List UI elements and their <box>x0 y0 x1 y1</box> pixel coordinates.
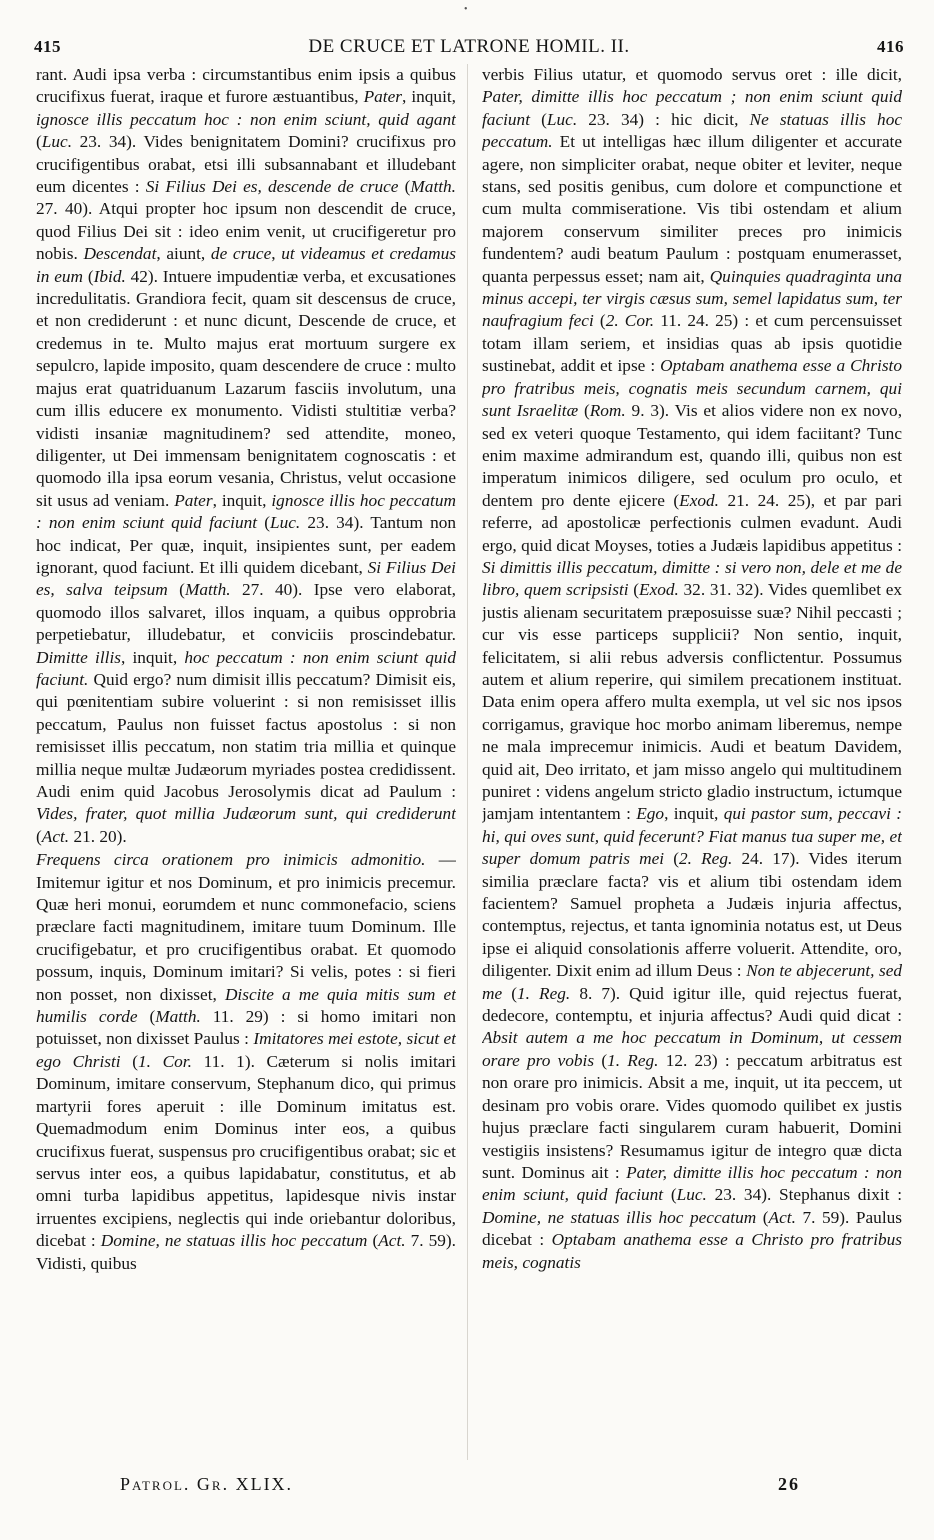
print-speck: • <box>464 4 468 15</box>
text-run: 12. 23) : peccatum arbitratus est non orare pro inimicis. Absit a me, inquit, ut ita peccem, ut desinam pro vobis orare. Vides quomodo quilibet ex justis hujus præclare facti singularem curam habuerit, Domini vestigiis insistens? Resumamus igitur de integro quæ dicta sunt. Dominus ait : <box>482 1050 902 1182</box>
text-run: 27. 40). Atqui propter hoc ipsum non descendit de cruce, quod Filius Dei sit : ideo enim venit, ut crucifigeretur pro nobis. <box>36 199 456 264</box>
citation-book: Matth. <box>155 1007 201 1027</box>
text-run: , inquit, <box>120 647 185 667</box>
italic-run: ignosce illis peccatum hoc : non enim sciunt, quid agant <box>36 109 456 129</box>
citation-book: Rom. <box>589 401 626 421</box>
italic-run: Si Filius Dei es, descende de cruce <box>145 177 399 197</box>
citation-book: Luc. <box>546 109 578 129</box>
text-run: , inquit, <box>212 490 272 510</box>
italic-run: Vides, frater, quot millia Judæorum sunt, qui crediderunt <box>36 804 456 824</box>
text-run: ( <box>398 177 411 197</box>
text-run: 11. 24. 25) : et cum percensuisset totam illam seriem, et insidias quas ab ipsis quotidie sustinebat, addit et ipse : <box>482 311 902 376</box>
text-run: , <box>271 244 282 264</box>
right-paragraph-1 <box>482 64 902 1274</box>
printer-signature: Patrol. Gr. XLIX. <box>120 1474 294 1494</box>
italic-run: Ego <box>636 804 665 824</box>
text-run: 7. 59). Paulus dicebat : <box>482 1207 902 1250</box>
italic-run: Pater <box>363 87 403 107</box>
text-run: ( <box>257 513 270 533</box>
right-page-number: 416 <box>877 37 904 56</box>
left-page-number: 415 <box>34 37 61 56</box>
italic-run: Domine, ne statuas illis hoc peccatum <box>100 1231 368 1251</box>
text-run: 42). Intuere impudentiæ verba, et excusationes incredulitatis. Grandiora fecit, quam sit descensus de cruce, et non crediderunt : et nunc dicunt, Descende de cruce, et credemus in te. Multo majus erat mortuum surgere ex sepulcro, lapide imposito, quam descendere de cruce : multo majus erat quatriduanum Lazarum fasciis involutum, una cum illis educere ex monumento. Vidisti stultitiæ verba? vidisti insaniæ magnitudinem? sed attendite, moneo, diligenter, ut Dei immensam benignitatem cognoscatis : et quomodo illa ipsa eorum vesania, Christus, velut occasione sit usus ad veniam. <box>36 266 456 510</box>
text-run: 21. 24. 25), et par pari referre, ad apostolicæ perfectionis culmen evadunt. Audi ergo, quid dicat Moyses, toties a Judæis lapidibus appetitus : <box>482 490 902 555</box>
italic-run: Pater <box>174 490 213 510</box>
italic-run: Discite a me quia mitis sum et humilis corde <box>36 984 456 1027</box>
citation-book: Exod. <box>679 490 719 510</box>
italic-run: Pater, dimitte illis hoc peccatum ; non enim sciunt quid faciunt <box>482 87 902 129</box>
column-divider <box>467 64 468 1460</box>
section-heading: Frequens circa orationem pro inimicis admonitio. <box>36 850 426 870</box>
italic-run: Ne statuas illis hoc peccatum. <box>482 109 902 152</box>
citation-book: 2. Reg. <box>678 849 733 869</box>
citation-book: Ibid. <box>93 266 126 286</box>
italic-run: Descendat <box>83 244 157 264</box>
text-run: ( <box>628 580 640 600</box>
page-footer <box>0 1474 934 1504</box>
text-run: ( <box>83 266 94 286</box>
text-run: ( <box>502 983 517 1003</box>
italic-run: Non te abjecerunt, sed me <box>482 961 902 1003</box>
text-run: ( <box>137 1007 156 1027</box>
citation-book: Exod. <box>639 580 679 600</box>
citation-book: 1. Cor. <box>138 1051 192 1071</box>
right-column <box>482 64 902 1460</box>
text-run: 32. 31. 32). Vides quemlibet ex justis alienam securitatem præposuisse suæ? Nihil peccasti ; cur vis esse particeps supplicii? Non sentio, inquit, felicitatem, si alii rebus adversis conflictentur. Possumus autem et alium reperire, qui similem precationem instituat. Data enim opera affero multa exempla, ut vel sic nos ipsos corrigamus, gravique hoc morbo animam liberemus, nempe ne mala imprecemur inimicis. Audi et beatum Davidem, quid ait, Deo irritato, et jam misso angelo qui multitudinem puniret : videns angelum stricto gladio instructum, ictumque jamjam intentantem : <box>482 580 902 824</box>
text-run: 8. 7). Quid igitur ille, quid rejectus fuerat, dedecore, contemptu, et injuria affectus? Audi quid dicat : <box>482 983 902 1026</box>
citation-book: Matth. <box>184 580 231 600</box>
running-title: DE CRUCE ET LATRONE HOMIL. II. <box>308 36 630 57</box>
text-run: ( <box>36 132 42 152</box>
citation-book: Luc. <box>270 513 301 533</box>
italic-run: qui pastor sum, peccavi : hi, qui oves sunt, quid fecerunt? Fiat manus tua super me, et super domum patris mei <box>482 804 902 869</box>
italic-run: Imitatores mei estote, sicut et ego Christi <box>36 1029 456 1071</box>
citation-book: Act. <box>768 1207 796 1227</box>
italic-run: hoc peccatum : non enim sciunt quid faciunt. <box>36 647 456 689</box>
citation-book: 2. Cor. <box>605 311 655 331</box>
text-run: 23. 34). Stephanus dixit : <box>706 1185 902 1205</box>
italic-run: Si dimittis illis peccatum, dimitte : si vero non, dele et me de libro, quem scripsisti <box>482 557 902 600</box>
text-run: ( <box>367 1231 379 1251</box>
text-run: , aiunt, <box>156 244 211 264</box>
left-paragraph-1 <box>36 64 456 848</box>
italic-run: de cruce <box>210 244 272 264</box>
italic-run: ignosce illis hoc peccatum : non enim sciunt quid faciunt <box>36 490 456 533</box>
citation-book: Act. <box>41 826 70 846</box>
text-run: 27. 40). Ipse vero elaborat, quomodo illos salvaret, illos inquam, a quibus opprobria perpetiebatur, illudebatur, et conviciis proscindebatur. <box>36 580 456 645</box>
signature-number: 26 <box>778 1474 800 1494</box>
text-run: 23. 34). Vides benignitatem Domini? crucifixus pro crucifigentibus orabat, etsi illi subsannabant et illudebant eum dicentes : <box>36 132 456 197</box>
text-run: , inquit, <box>664 804 724 824</box>
text-run: 9. 3). Vis et alios videre non ex novo, sed ex veteri quoque Testamento, qui idem faciitant? Tunc enim maxime admirandum est, quando illi, quibus non est imperatum inimicos diligere, sed oculum pro oculo, et dentem pro dente ejicere ( <box>482 401 902 510</box>
text-run: 11. 1). Cæterum si nolis imitari Dominum, imitare conservum, Stephanum dico, qui primus martyrii fores aperuit : ille Dominum imitatus est. Quemadmodum enim Dominus inter eos, a quibus crucifixus fuerat, suspensus pro crucifigentibus orabat; sic et servus inter eos, a quibus lapidabatur, constitutus, et ab omni turba lapidibus appetitus, lapidesque nivis instar irruentes excipiens, neglectis qui inde oriebantur doloribus, dicebat : <box>36 1051 456 1251</box>
italic-run: Absit autem a me hoc peccatum in Dominum, ut cessem orare pro vobis <box>482 1028 902 1070</box>
text-run: ( <box>578 401 590 421</box>
text-run: 24. 17). Vides iterum similia præclare facta? vis et alium tibi ostendam idem facientem? Samuel propheta a Judæis injuria affectus, contemptus, rejectus, et tanta ignominia notatus est, ut Deus ipse ei aliquid consolationis afferre voluerit. Attendite, oro, diligenter. Dixit enim ad illum Deus : <box>482 849 902 981</box>
citation-book: 1. Reg. <box>607 1050 659 1070</box>
text-run: ( <box>664 849 679 869</box>
text-run: ( <box>120 1051 139 1071</box>
text-run: rant. Audi ipsa verba : circumstantibus enim ipsis a quibus crucifixus fuerat, iraque et furore æstuantibus, <box>36 65 456 107</box>
italic-run: Dimitte illis <box>36 647 121 667</box>
text-run: ( <box>756 1207 769 1227</box>
citation-book: Luc. <box>676 1185 707 1205</box>
text-run: 11. 29) : si homo imitari non potuisset, non dixisset Paulus : <box>36 1007 456 1049</box>
text-run: — Imitemur igitur et nos Dominum, et pro inimicis precemur. Quæ heri monui, eorumdem et nunc commonefacio, sciens præclare facti magnitudinem, imitare tuum Dominum. Ille crucifigebatur, et pro crucifigentibus orabat. Et quomodo possum, inquis, Dominum imitari? Si velis, potes : si fieri non posset, non dixisset, <box>36 850 456 1004</box>
text-run: ( <box>36 826 42 846</box>
text-run: 23. 34). Tantum non hoc indicat, Per quæ, inquit, insipientes sunt, per eadem ignorant, quod faciunt. Et illi quidem dicebant, <box>36 513 456 577</box>
text-run: ( <box>167 580 185 600</box>
citation-book: 1. Reg. <box>517 983 571 1003</box>
italic-run: Optabam anathema esse a Christo pro fratribus meis, cognatis meis secundum carnem, qui sunt Israelitæ <box>482 356 902 421</box>
text-run: Et ut intelligas hæc illum diligenter et accurate agere, non simpliciter orabat, neque obiter et leviter, neque stans, sed positis genibus, cum dolore et compunctione et cum multa commiseratione. Vis tibi ostendam et alium majorem conservum similiter preces pro inimicis fundentem? audi beatum Paulum : postquam enumerasset, quanta perpessus esset; nam ait, <box>482 132 902 286</box>
text-run: , inquit, <box>402 87 456 107</box>
text-run: verbis Filius utatur, et quomodo servus oret : ille dicit, <box>482 65 902 84</box>
italic-run: Si Filius Dei es, salva teipsum <box>36 557 456 600</box>
citation-book: Luc. <box>41 132 73 152</box>
left-column <box>36 64 456 1460</box>
italic-run: Pater, dimitte illis hoc peccatum : non enim sciunt, quid faciunt <box>482 1162 902 1205</box>
italic-run: Quinquies quadraginta una minus accepi, ter virgis cæsus sum, semel lapidatus sum, ter naufragium feci <box>482 266 902 331</box>
italic-run: ut videamus et credamus in eum <box>36 244 456 286</box>
text-run: ( <box>593 311 606 331</box>
text-run: ( <box>594 1050 608 1070</box>
text-run: 7. 59). Vidisti, quibus <box>36 1231 456 1273</box>
italic-run: Domine, ne statuas illis hoc peccatum <box>482 1207 757 1227</box>
text-run: Quid ergo? num dimisit illis peccatum? Dimisit eis, qui pœnitentiam subire voluerint : si non remisisset illis peccatum, Paulus non fuisset factus apostolus : si non remisisset illis peccatum, non statim tria millia et quinque millia neque multæ Judæorum myriades postea credidissent. Audi enim quid Jacobus Jerosolymis dicat ad Paulum : <box>36 669 456 801</box>
citation-book: Matth. <box>410 177 456 197</box>
citation-book: Act. <box>378 1231 406 1251</box>
text-run: 21. 20). <box>69 826 127 846</box>
page-header <box>34 36 904 62</box>
text-run: ( <box>663 1185 677 1205</box>
text-run: ( <box>530 109 547 129</box>
text-run: 23. 34) : hic dicit, <box>577 109 750 129</box>
left-paragraph-2 <box>36 849 456 1275</box>
italic-run: Optabam anathema esse a Christo pro fratribus meis, cognatis <box>482 1230 902 1272</box>
